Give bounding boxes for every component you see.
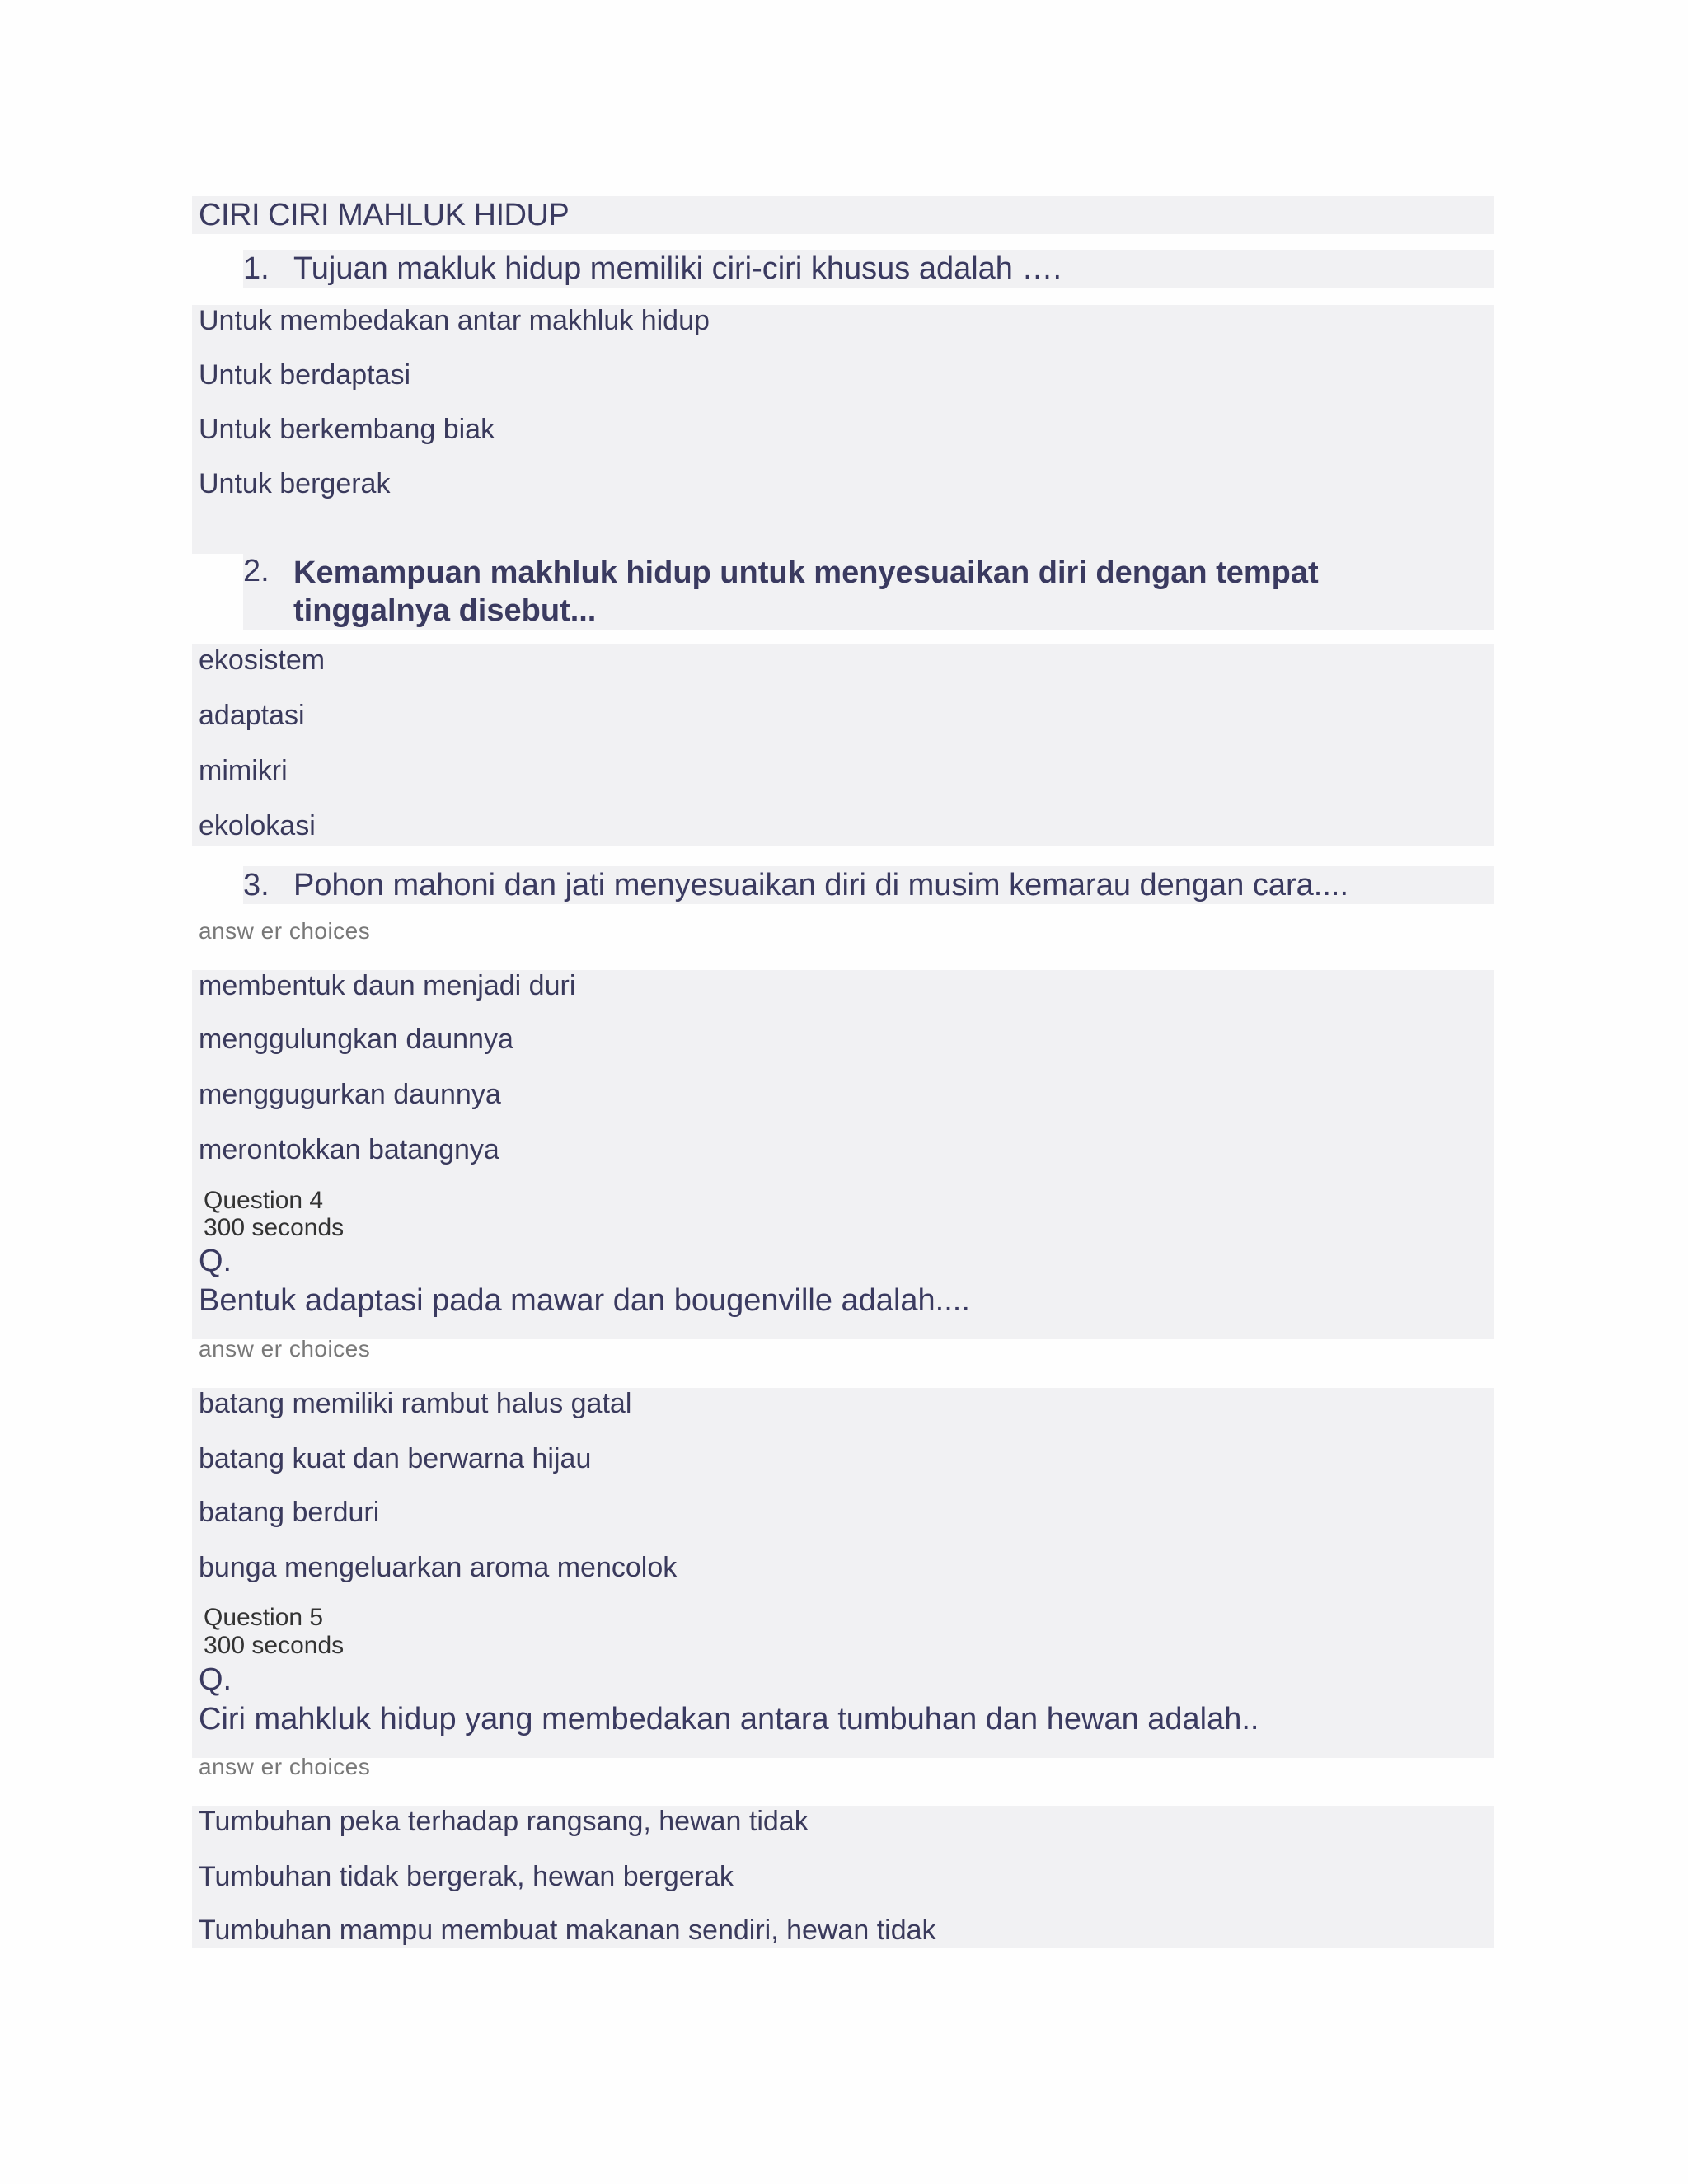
question-2-band [243,554,1494,630]
question-4-q-mark: Q. [199,1244,232,1278]
question-3-option-a[interactable]: membentuk daun menjadi duri [199,970,576,1001]
title-band [192,196,1494,234]
question-5-label: Question 5 [204,1604,324,1631]
question-4-option-a[interactable]: batang memiliki rambut halus gatal [199,1388,632,1419]
question-5-time: 300 seconds [204,1632,345,1659]
question-2-number: 2. [243,554,270,588]
question-2-text: Kemampuan makhluk hidup untuk menyesuaikan diri dengan tempat tinggalnya disebut... [293,555,1319,628]
question-4-option-c[interactable]: batang berduri [199,1497,380,1528]
question-5-option-a[interactable]: Tumbuhan peka terhadap rangsang, hewan tidak [199,1806,809,1837]
question-1-number: 1. [243,251,270,286]
question-5-q-mark: Q. [199,1662,232,1697]
question-2-option-c[interactable]: mimikri [199,755,288,786]
question-3-band [243,866,1494,904]
question-1-text: Tujuan makluk hidup memiliki ciri-ciri khusus adalah …. [293,251,1062,286]
question-5-options [192,1806,1494,1948]
question-2-option-b[interactable]: adaptasi [199,700,305,731]
question-1-options [192,305,1494,554]
question-2-option-d[interactable]: ekolokasi [199,810,316,841]
question-4-time: 300 seconds [204,1214,345,1241]
question-4-option-b[interactable]: batang kuat dan berwarna hijau [199,1443,592,1474]
page-title: CIRI CIRI MAHLUK HIDUP [199,198,570,232]
question-1-band [243,250,1494,288]
question-3-option-d[interactable]: merontokkan batangnya [199,1134,499,1165]
question-1-option-a[interactable]: Untuk membedakan antar makhluk hidup [199,305,710,336]
question-5-option-b[interactable]: Tumbuhan tidak bergerak, hewan bergerak [199,1861,734,1892]
question-4-options [192,1388,1494,1758]
question-4-option-d[interactable]: bunga mengeluarkan aroma mencolok [199,1552,678,1583]
question-1-option-c[interactable]: Untuk berkembang biak [199,414,495,445]
question-3-option-c[interactable]: menggugurkan daunnya [199,1079,501,1110]
question-2-option-a[interactable]: ekosistem [199,644,326,676]
question-4-answer-label: answ er choices [199,1336,371,1361]
question-3-option-b[interactable]: menggulungkan daunnya [199,1024,513,1055]
question-3-number: 3. [243,868,270,902]
question-4-text: Bentuk adaptasi pada mawar dan bougenville adalah.... [199,1283,970,1318]
question-3-options [192,970,1494,1339]
question-1-option-b[interactable]: Untuk berdaptasi [199,359,411,391]
question-5-option-c[interactable]: Tumbuhan mampu membuat makanan sendiri, hewan tidak [199,1915,936,1946]
question-4-label: Question 4 [204,1187,324,1214]
question-3-text: Pohon mahoni dan jati menyesuaikan diri di musim kemarau dengan cara.... [293,868,1349,902]
question-5-answer-label: answ er choices [199,1754,371,1779]
question-2-options [192,644,1494,846]
question-5-text: Ciri mahkluk hidup yang membedakan antara tumbuhan dan hewan adalah.. [199,1702,1259,1736]
question-3-answer-label: answ er choices [199,918,371,944]
question-1-option-d[interactable]: Untuk bergerak [199,468,391,499]
